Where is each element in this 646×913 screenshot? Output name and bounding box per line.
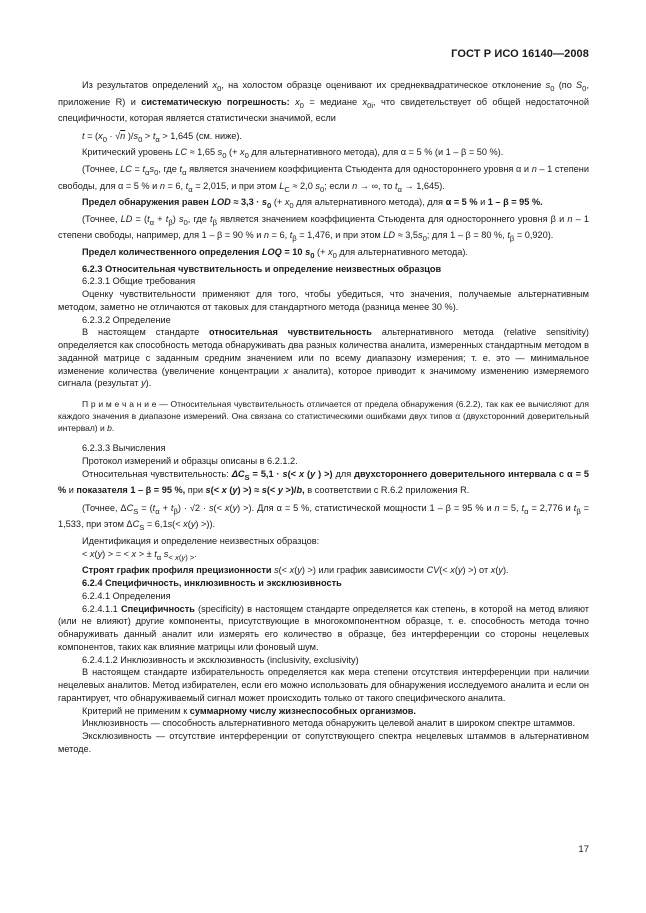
paragraph: В настоящем стандарте относительная чувствительность альтернативного метода (relative sensitivity) определяется как способность метода обнаруживать два разных количества аналита, измеренных стандартным методом в заданной матрице с заданным средним значением или по всему диапазону измерения; т. е. это — минимальное изменение количества (увеличение концентрации x аналита), которое приводит к значимому изменению измеряемого сигнала (результат y). bbox=[58, 327, 589, 389]
paragraph: (Точнее, LD = $(t_\alpha + t_\beta)$ $s_0$, где $t_\beta$ является значением коэффициента Стьюдента для одностороннего уровня β и n – 1 степени свободы, например, для 1 – β = 90 % и n = 6, $t_\beta = 1,476$, и при этом LD ≈ $3,5s_0$; для 1 – β = 80 %, $t_\beta = 0,920$). bbox=[58, 213, 590, 244]
page-number: 17 bbox=[578, 844, 589, 855]
paragraph: (Точнее, $\Delta C_S = (t_\alpha + t_\beta) \cdot √2 \cdot s(< x(y)$ >). Для α = 5 %, статистической мощности 1 – β = 95 % и n = 5, $t_\alpha = 2,776$ и $t_\beta = 1,533$, при этом $\Delta C_S = 6,1s(< x(y)$ >)). bbox=[58, 502, 590, 533]
paragraph: Предел количественного определения LOQ = 10 $s_0$ (+ $x_0$ для альтернативного метода). bbox=[82, 246, 468, 260]
paragraph: $t = (x_0 \cdot √n$ )$/s_0 > t_\alpha > 1,645$ (см. ниже). bbox=[82, 130, 242, 144]
paragraph: Предел обнаружения равен LOD ≈ $3,3 \cdot s_0$ (+ $x_0$ для альтернативного метода), для α = 5 % и 1 – β = 95 %. bbox=[82, 197, 543, 211]
paragraph: 6.2.4 Специфичность, инклюзивность и эксклюзивность bbox=[82, 578, 342, 589]
paragraph: Критический уровень LC ≈ 1,65 $s_0$ (+ $x_0$ для альтернативного метода), для α = 5 % (и 1 – β = 50 %). bbox=[82, 147, 504, 161]
paragraph: 6.2.4.1.1 Специфичность (specificity) в настоящем стандарте определяется как степень, в которой на метод влияют (или не влияют) другие компоненты, присутствующие в многокомпонентном образце, т. е. способность метода точно обнаруживать данный аналит или измерять его количество в образце, без интерференции со стороны нецелевых компонентов, таких как влияние матрицы или фоновый шум. bbox=[58, 603, 590, 652]
paragraph: Инклюзивность — способность альтернативного метода обнаружить целевой аналит в широком спектре штаммов. bbox=[82, 718, 576, 729]
paragraph: Строят график профиля прецизионности s(< x(y) >) или график зависимости CV(< x(y) >) от x(y). bbox=[82, 565, 509, 576]
paragraph: < x(y) > = < x > ± $t_\alpha$ $s_{< x(y) >}$. bbox=[82, 548, 197, 562]
standard-header: ГОСТ Р ИСО 16140—2008 bbox=[451, 48, 589, 60]
paragraph: В настоящем стандарте избирательность определяется как мера степени отсутствия интерференции при наличии нецелевых аналитов. Метод избирателен, если его можно использовать для обнаружения исследуемого аналита и если он гарантирует, что обнаруживаемый сигнал может происходить только от такого специфического аналита. bbox=[58, 667, 589, 703]
paragraph: 6.2.4.1.2 Инклюзивность и эксклюзивность (inclusivity, exclusivity) bbox=[82, 654, 359, 665]
paragraph: 6.2.3.3 Вычисления bbox=[82, 443, 166, 454]
paragraph: Протокол измерений и образцы описаны в 6.2.1.2. bbox=[82, 455, 298, 466]
paragraph: Относительная чувствительность: $\Delta C_S = 5,1 \cdot s(< x$ (y ) >) для двухстороннего доверительного интервала с α = 5 % и показателя 1 – β = 95 %, при s(< x (y) >) ≈ s(< y >)/b, в соответствии с R.6.2 приложения R. bbox=[58, 468, 589, 496]
paragraph: Оценку чувствительности применяют для того, чтобы убедиться, что значения, получаемые альтернативным методом, заметно не отличаются от таковых для стандартного метода (разница менее 30 %). bbox=[58, 289, 589, 312]
paragraph: 6.2.3 Относительная чувствительность и определение неизвестных образцов bbox=[82, 263, 442, 274]
paragraph: 6.2.4.1 Определения bbox=[82, 590, 171, 601]
page-body bbox=[58, 79, 589, 756]
paragraph: Эксклюзивность — отсутствие интерференции от сопутствующего спектра нецелевых штаммов в альтернативном методе. bbox=[58, 731, 589, 754]
paragraph: Критерий не применим к суммарному числу жизнеспособных организмов. bbox=[82, 705, 416, 716]
paragraph: 6.2.3.1 Общие требования bbox=[82, 276, 196, 287]
paragraph: 6.2.3.2 Определение bbox=[82, 314, 171, 325]
paragraph: (Точнее, LC = $t_\alpha s_0$, где $t_\alpha$ является значением коэффициента Стьюдента для одностороннего уровня α и n – 1 степени свободы, для α = 5 % и n = 6, $t_\alpha = 2,015$, и при этом $L_C \approx 2,0$ $s_0$; если n → ∞, то $t_\alpha \to 1,645$). bbox=[58, 164, 589, 194]
paragraph: Идентификация и определение неизвестных образцов: bbox=[82, 536, 320, 547]
paragraph: П р и м е ч а н и е — Относительная чувствительность отличается от предела обнаружения (6.2.2), так как ее вычисляют для каждого значения в диапазоне измерений. Она связана со статистическими ошибками двух типов α (двухсторонний доверительный интервал) и b. bbox=[58, 399, 589, 434]
paragraph: Из результатов определений $x_0$, на холостом образце оценивают их среднеквадратическое отклонение $s_0$ (по $S_0$, приложение R) и систематическую погрешность: $x_0$ = медиане $x_{0i}$, что свидетельствует об общей недостаточной специфичности, которая является статистически значимой, если bbox=[58, 80, 589, 124]
